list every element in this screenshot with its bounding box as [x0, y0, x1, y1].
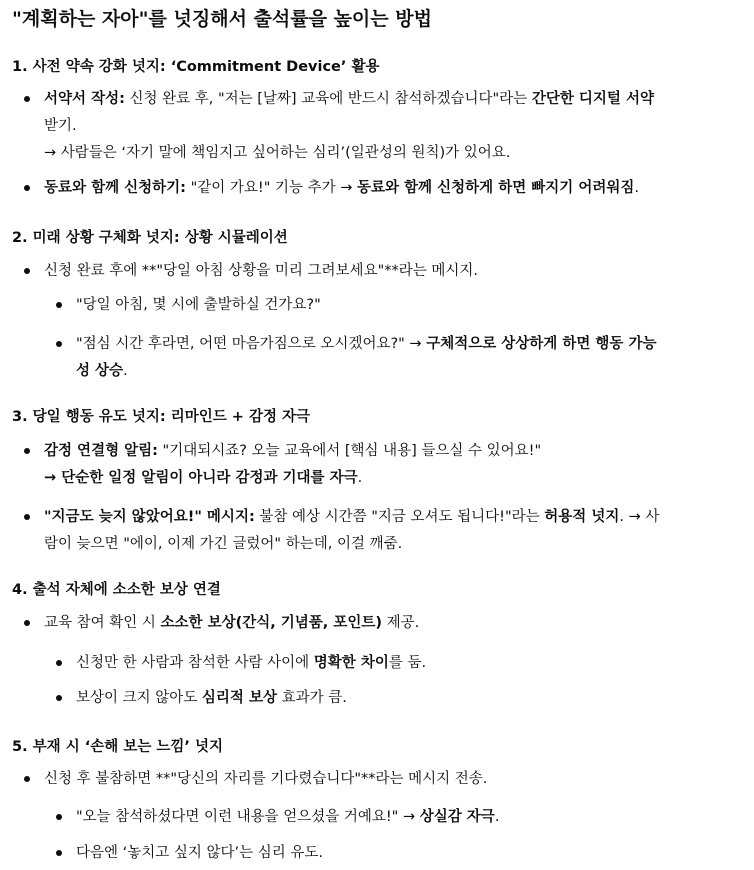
list-item: "점심 시간 후라면, 어떤 마음가짐으로 오시겠어요?" → 구체적으로 상상하게 하면 행동 가능 — [76, 336, 657, 352]
list-item: "오늘 참석하셨다면 이런 내용을 얻으셨을 거예요!" → 상실감 자극. — [76, 809, 500, 825]
section-heading-5: 5. 부재 시 ‘손해 보는 느낌’ 넛지 — [12, 739, 223, 755]
bullet — [56, 814, 62, 820]
list-item: "당일 아침, 몇 시에 출발하실 건가요?" — [76, 297, 321, 313]
list-item: 신청 후 불참하면 **"당신의 자리를 기다렸습니다"**라는 메시지 전송. — [44, 771, 488, 787]
bullet — [56, 660, 62, 666]
list-item: "지금도 늦지 않았어요!" 메시지: 불참 예상 시간쯤 "지금 오셔도 됩니다!"라는 허용적 넛지. → 사 — [44, 509, 660, 525]
bullet — [24, 96, 30, 102]
list-item: 교육 참여 확인 시 소소한 보상(간식, 기념품, 포인트) 제공. — [44, 615, 420, 631]
list-item-line: → 사람들은 ‘자기 말에 책임지고 싶어하는 심리’(일관성의 원칙)가 있어요. — [44, 145, 511, 161]
bullet — [24, 776, 30, 782]
bullet — [56, 302, 62, 308]
list-item: 보상이 크지 않아도 심리적 보상 효과가 큼. — [76, 690, 347, 706]
bullet — [24, 185, 30, 191]
list-item: 다음엔 ‘놓치고 싶지 않다’는 심리 유도. — [76, 845, 323, 861]
list-item: 서약서 작성: 신청 완료 후, "저는 [날짜] 교육에 반드시 참석하겠습니다"라는 간단한 디지털 서약 — [44, 91, 654, 107]
section-heading-4: 4. 출석 자체에 소소한 보상 연결 — [12, 582, 221, 598]
list-item-line: 람이 늦으면 "에이, 이제 가긴 글렀어" 하는데, 이걸 깨줌. — [44, 536, 403, 552]
section-heading-2: 2. 미래 상황 구체화 넛지: 상황 시뮬레이션 — [12, 230, 288, 246]
page-title: "계획하는 자아"를 넛징해서 출석률을 높이는 방법 — [12, 8, 432, 30]
bullet — [56, 695, 62, 701]
list-item: 신청만 한 사람과 참석한 사람 사이에 명확한 차이를 둠. — [76, 655, 427, 671]
list-item-line: → 단순한 일정 알림이 아니라 감정과 기대를 자극. — [44, 470, 363, 486]
bullet — [24, 514, 30, 520]
section-heading-3: 3. 당일 행동 유도 넛지: 리마인드 + 감정 자극 — [12, 409, 311, 425]
list-item-line: 성 상승. — [76, 363, 128, 379]
bullet — [56, 850, 62, 856]
bullet — [24, 268, 30, 274]
section-heading-1: 1. 사전 약속 강화 넛지: ‘Commitment Device’ 활용 — [12, 59, 380, 75]
bullet — [24, 448, 30, 454]
list-item: 감정 연결형 알림: "기대되시죠? 오늘 교육에서 [핵심 내용] 들으실 수 있어요!" — [44, 443, 542, 459]
bullet — [56, 341, 62, 347]
list-item-line: 받기. — [44, 118, 77, 134]
bullet — [24, 620, 30, 626]
list-item: 신청 완료 후에 **"당일 아침 상황을 미리 그려보세요"**라는 메시지. — [44, 263, 478, 279]
list-item: 동료와 함께 신청하기: "같이 가요!" 기능 추가 → 동료와 함께 신청하게 하면 빠지기 어려워짐. — [44, 180, 639, 196]
